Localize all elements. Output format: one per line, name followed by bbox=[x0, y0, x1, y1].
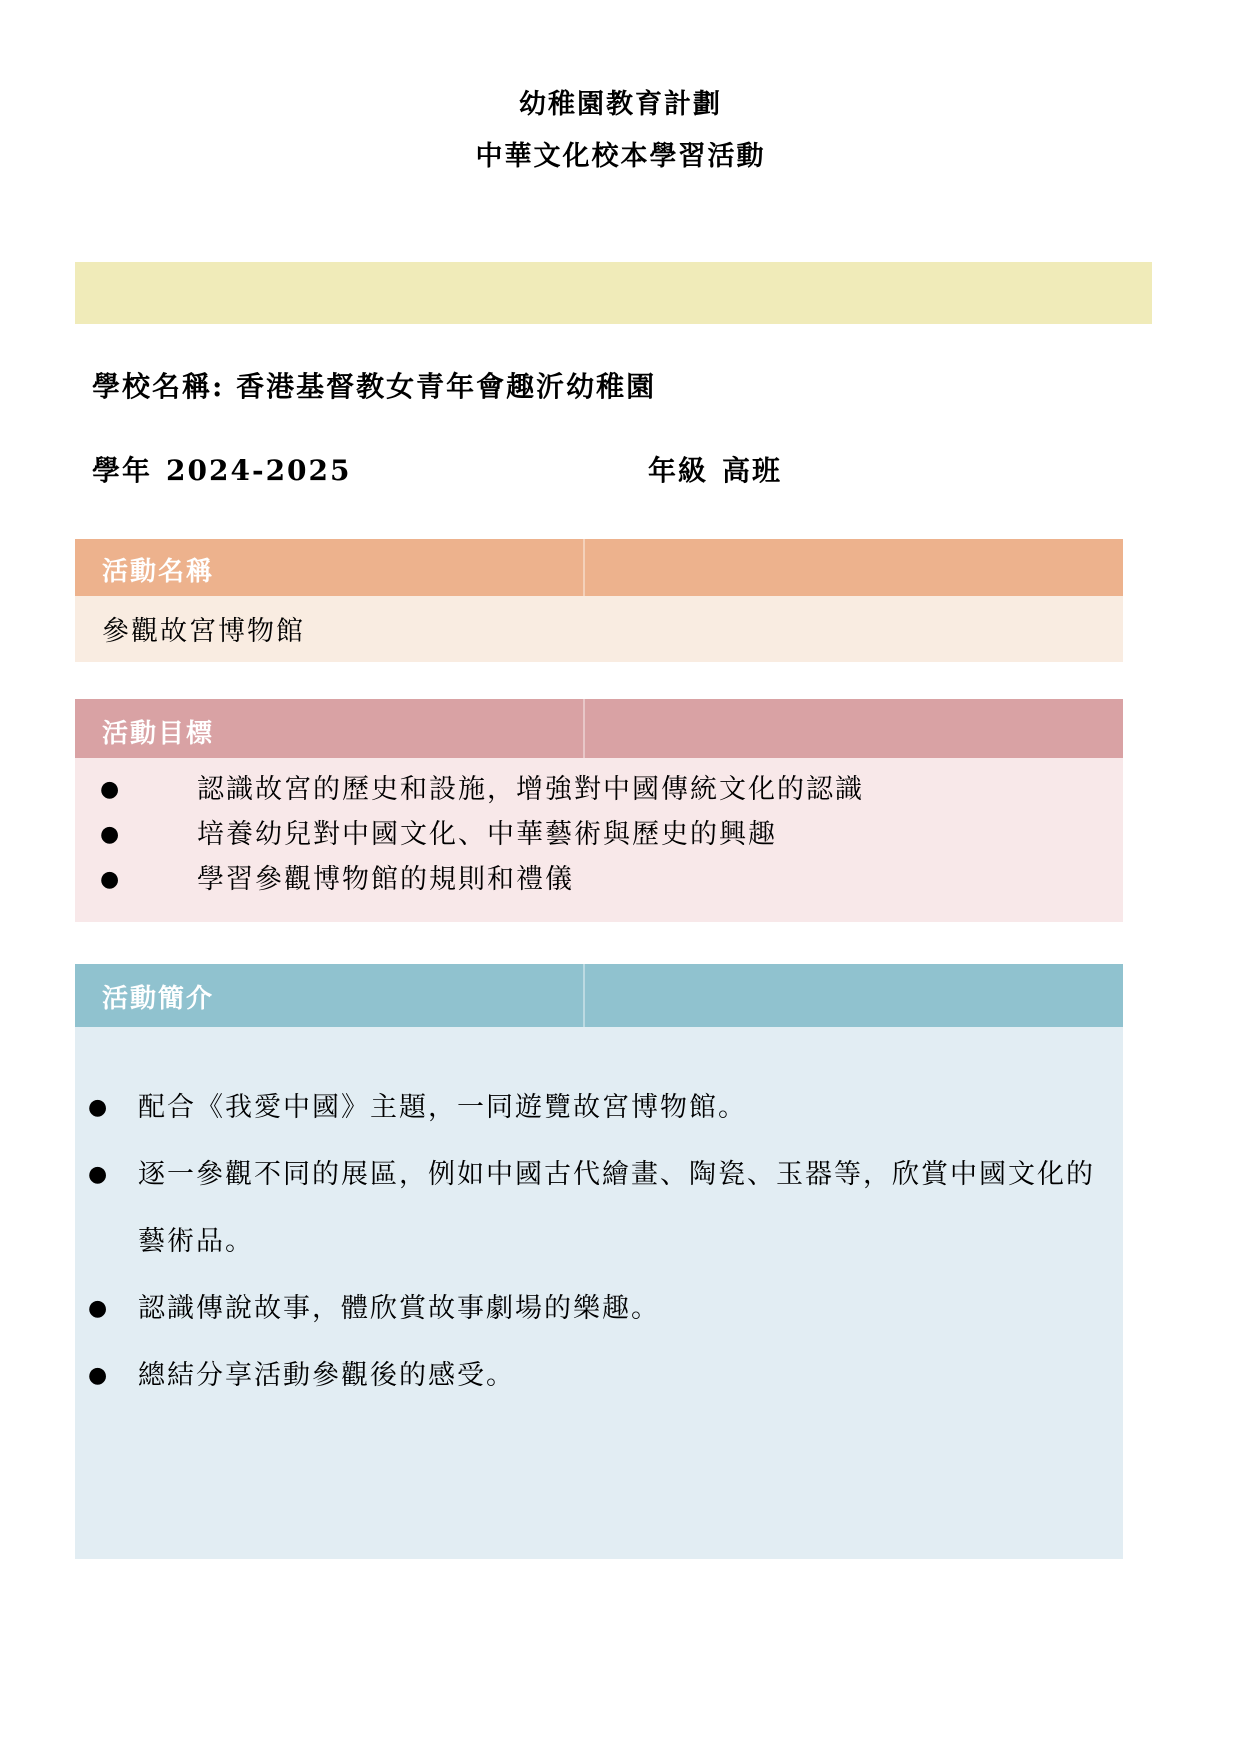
school-year-value: 2024-2025 bbox=[166, 454, 352, 487]
grade-label: 年級 bbox=[648, 454, 709, 487]
objective-text: 學習參觀博物館的規則和禮儀 bbox=[197, 864, 574, 895]
list-item bbox=[75, 812, 1123, 857]
activity-name-header-label: 活動名稱 bbox=[102, 557, 215, 587]
grade-group bbox=[648, 454, 782, 488]
bullet-icon: ● bbox=[100, 777, 120, 802]
list-item bbox=[88, 1342, 1103, 1409]
bullet-icon: ● bbox=[88, 1095, 108, 1120]
bullet-icon: ● bbox=[88, 1162, 108, 1187]
list-item bbox=[88, 1275, 1103, 1342]
intro-text: 逐一參觀不同的展區，例如中國古代繪畫、陶瓷、玉器等，欣賞中國文化的藝術品。 bbox=[138, 1159, 1095, 1257]
objective-text: 認識故宮的歷史和設施，增強對中國傳統文化的認識 bbox=[197, 774, 864, 805]
intro-header bbox=[75, 964, 1123, 1027]
list-item bbox=[75, 767, 1123, 812]
document-header bbox=[0, 0, 1241, 172]
activity-name-body bbox=[75, 596, 1123, 662]
intro-header-label: 活動簡介 bbox=[102, 984, 215, 1014]
intro-text: 配合《我愛中國》主題，一同遊覽故宮博物館。 bbox=[138, 1092, 747, 1123]
intro-text: 認識傳說故事，體欣賞故事劇場的樂趣。 bbox=[138, 1293, 660, 1324]
header-column-divider bbox=[583, 539, 585, 596]
year-grade-row bbox=[92, 454, 1241, 488]
activity-name-header bbox=[75, 539, 1123, 596]
school-name-line: 學校名稱: 香港基督教女青年會趣沂幼稚園 bbox=[92, 370, 657, 403]
header-column-divider bbox=[583, 964, 585, 1027]
section-activity-name bbox=[75, 539, 1123, 662]
list-item bbox=[88, 1074, 1103, 1141]
header-column-divider bbox=[583, 699, 585, 758]
list-item bbox=[75, 857, 1123, 902]
objectives-header bbox=[75, 699, 1123, 758]
objectives-body bbox=[75, 758, 1123, 922]
bullet-icon: ● bbox=[88, 1296, 108, 1321]
yellow-banner bbox=[75, 262, 1152, 324]
section-objectives bbox=[75, 699, 1123, 922]
page-subtitle: 中華文化校本學習活動 bbox=[475, 141, 766, 172]
grade-value: 高班 bbox=[722, 454, 783, 487]
intro-text: 總結分享活動參觀後的感受。 bbox=[138, 1360, 515, 1391]
bullet-icon: ● bbox=[88, 1363, 108, 1388]
section-intro bbox=[75, 964, 1123, 1559]
activity-name-value: 參觀故宮博物館 bbox=[102, 616, 305, 647]
intro-body bbox=[75, 1027, 1123, 1559]
bullet-icon: ● bbox=[100, 822, 120, 847]
list-item bbox=[88, 1141, 1103, 1275]
objectives-header-label: 活動目標 bbox=[102, 719, 215, 749]
school-year-label: 學年 bbox=[92, 454, 153, 487]
objective-text: 培養幼兒對中國文化、中華藝術與歷史的興趣 bbox=[197, 819, 777, 850]
bullet-icon: ● bbox=[100, 867, 120, 892]
page-title: 幼稚園教育計劃 bbox=[519, 89, 722, 120]
